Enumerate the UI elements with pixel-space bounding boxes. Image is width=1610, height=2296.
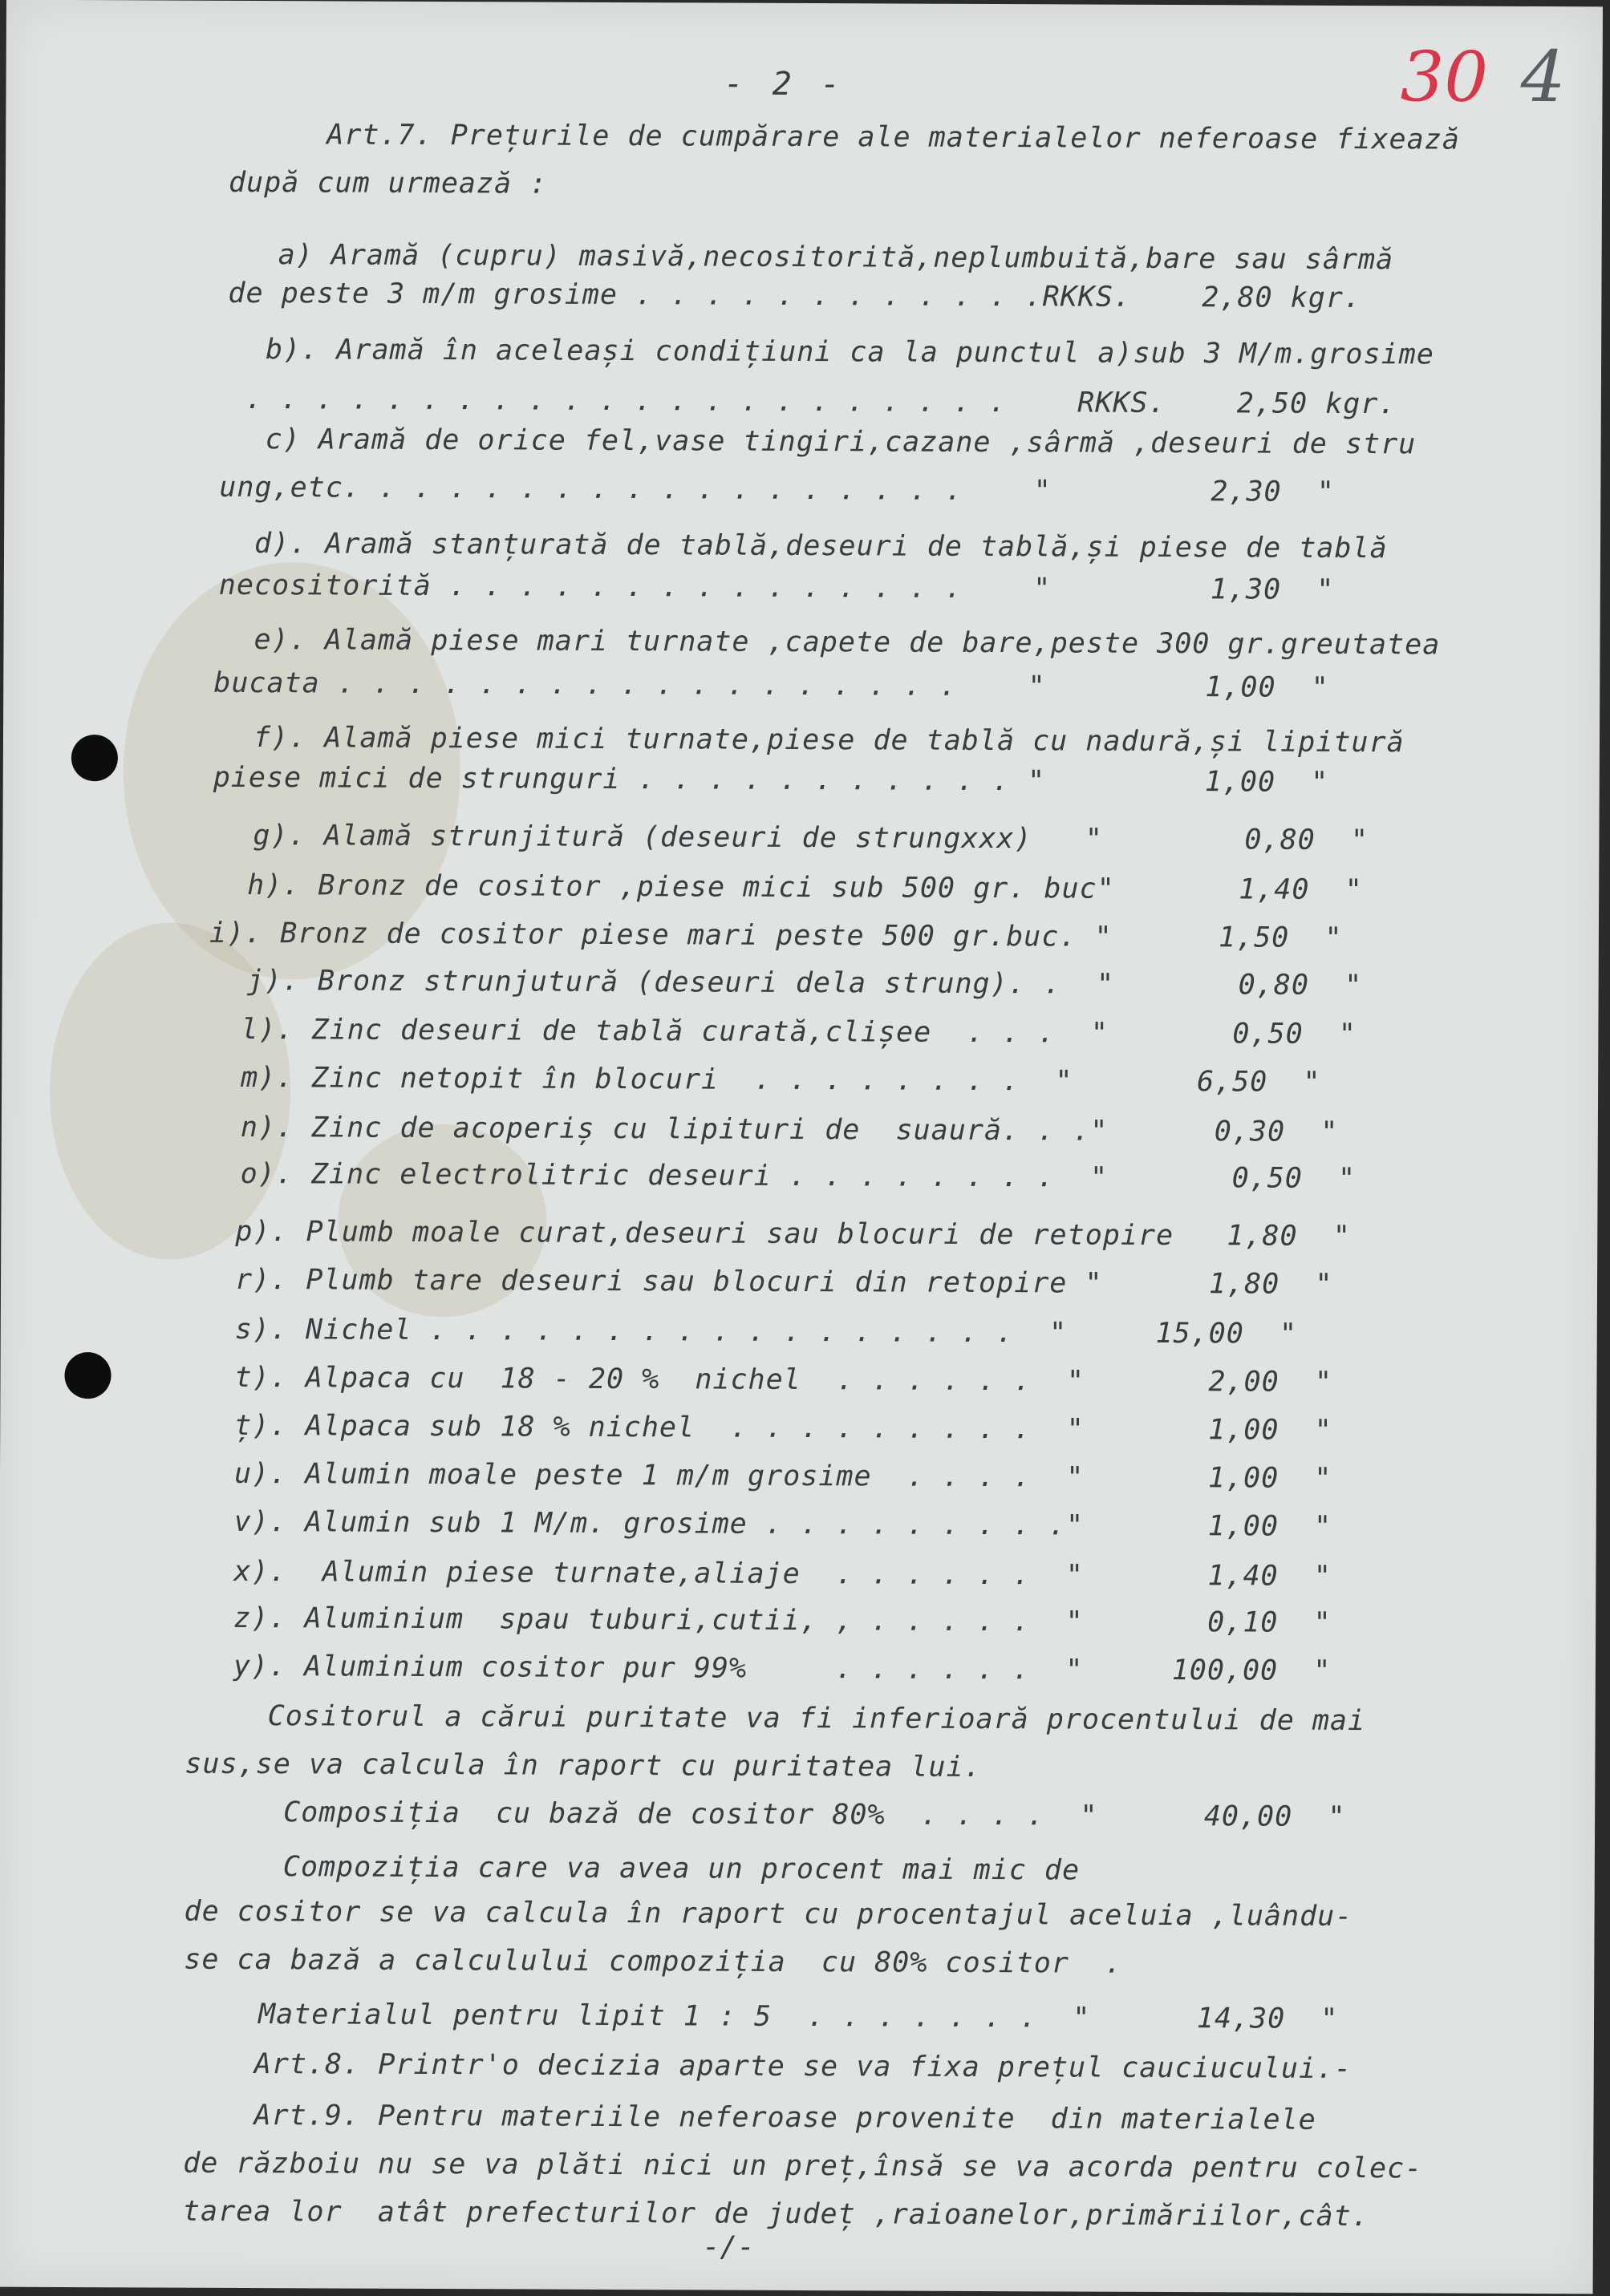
text-line: j). Bronz strunjutură (deseuri dela strung). . " 0,80 " xyxy=(246,964,1363,1002)
text-line: bucata . . . . . . . . . . . . . . . . . . " 1,00 " xyxy=(213,666,1329,704)
page-number: - 2 - xyxy=(724,65,846,103)
folio-number-mark: 4 xyxy=(1520,34,1566,119)
text-line: e). Alamă piese mari turnate ,capete de bare,peste 300 gr.greutatea xyxy=(253,624,1441,662)
text-line: b). Aramă în aceleași condițiuni ca la punctul a)sub 3 M/m.grosime xyxy=(266,334,1434,371)
text-line: necositorită . . . . . . . . . . . . . . . " 1,30 " xyxy=(218,569,1335,606)
text-line: Materialul pentru lipit 1 : 5 . . . . . . . " 14,30 " xyxy=(258,1998,1339,2035)
text-line: sus,se va calcula în raport cu puritatea lui. xyxy=(185,1747,982,1784)
text-line: de cositor se va calcula în raport cu procentajul aceluia ,luându- xyxy=(184,1895,1353,1934)
text-line: de peste 3 m/m grosime . . . . . . . . . . . .RKKS. 2,80 kgr. xyxy=(228,277,1362,315)
text-line: l). Zinc deseuri de tablă curată,clișee . . . " 0,50 " xyxy=(241,1013,1357,1051)
text-line: n). Zinc de acoperiș cu lipituri de suaură. . ." 0,30 " xyxy=(240,1111,1339,1148)
text-line: tarea lor atât prefecturilor de județ ,raioanelor,primăriilor,cât. xyxy=(182,2195,1369,2233)
text-line: Art.8. Printr'o decizia aparte se va fixa prețul cauciucului.- xyxy=(253,2048,1352,2086)
text-line: g). Alamă strunjitură (deseuri de strungxxx) " 0,80 " xyxy=(253,820,1369,857)
text-line: y). Aluminium cositor pur 99% . . . . . . " 100,00 " xyxy=(233,1650,1332,1687)
text-line: c) Aramă de orice fel,vase tingiri,cazane ,sârmă ,deseuri de stru xyxy=(265,423,1417,461)
text-line: Cositorul a cărui puritate va fi inferioară procentului de mai xyxy=(267,1700,1366,1738)
text-line: x). Alumin piese turnate,aliaje . . . . . . " 1,40 " xyxy=(233,1555,1332,1593)
text-line: ung,etc. . . . . . . . . . . . . . . . . . " 2,30 " xyxy=(219,471,1335,508)
text-line: f). Alamă piese mici turnate,piese de tablă cu nadură,și lipitură xyxy=(253,722,1405,759)
punch-hole xyxy=(64,1352,111,1399)
text-line: se ca bază a calculului compoziția cu 80% cositor . xyxy=(184,1943,1123,1980)
text-line: h). Bronz de cositor ,piese mici sub 500 gr. buc" 1,40 " xyxy=(247,869,1363,907)
text-line: u). Alumin moale peste 1 m/m grosime . . . . " 1,00 " xyxy=(233,1457,1332,1495)
text-line: o). Zinc electrolitric deseuri . . . . . . . . " 0,50 " xyxy=(240,1157,1357,1196)
text-line: d). Aramă stanțurată de tablă,deseuri de tablă,și piese de tablă xyxy=(253,528,1388,565)
punch-hole xyxy=(71,735,118,781)
continuation-mark: -/- xyxy=(702,2230,755,2264)
text-line: i). Bronz de cositor piese mari peste 500 gr.buc. " 1,50 " xyxy=(209,917,1343,954)
archive-number-mark: 30 xyxy=(1400,37,1489,118)
text-line: r). Plumb tare deseuri sau blocuri din retopire " 1,80 " xyxy=(234,1263,1333,1301)
text-line: Art.7. Prețurile de cumpărare ale materialelor neferoase fixează xyxy=(326,119,1460,156)
text-line: t). Alpaca cu 18 - 20 % nichel . . . . . . " 2,00 " xyxy=(234,1361,1333,1399)
text-line: m). Zinc netopit în blocuri . . . . . . . . " 6,50 " xyxy=(241,1061,1321,1099)
text-line: z). Aluminium spau tuburi,cutii, , . . . . . " 0,10 " xyxy=(233,1602,1332,1639)
text-line: v). Alumin sub 1 M/m. grosime . . . . . . . . ." 1,00 " xyxy=(233,1505,1332,1543)
text-line: . . . . . . . . . . . . . . . . . . . . . . RKKS. 2,50 kgr. xyxy=(245,383,1397,421)
text-line: p). Plumb moale curat,deseuri sau blocuri de retopire 1,80 " xyxy=(235,1215,1351,1253)
text-line: de războiu nu se va plăti nici un preț,însă se va acorda pentru colec- xyxy=(183,2147,1423,2185)
text-line: Composiția cu bază de cositor 80% . . . . " 40,00 " xyxy=(283,1796,1346,1833)
text-line: Compoziția care va avea un procent mai mic de xyxy=(282,1851,1081,1887)
text-line: Art.9. Pentru materiile neferoase provenite din materialele xyxy=(253,2100,1316,2136)
text-line: după cum urmează : xyxy=(228,166,548,200)
text-line: s). Nichel . . . . . . . . . . . . . . . . . " 15,00 " xyxy=(234,1313,1298,1350)
text-line: ț). Alpaca sub 18 % nichel . . . . . . . . . " 1,00 " xyxy=(234,1409,1332,1447)
text-line: piese mici de strunguri . . . . . . . . . . . " 1,00 " xyxy=(213,761,1329,799)
text-line: a) Aramă (cupru) masivă,necositorită,neplumbuită,bare sau sârmă xyxy=(278,239,1394,277)
